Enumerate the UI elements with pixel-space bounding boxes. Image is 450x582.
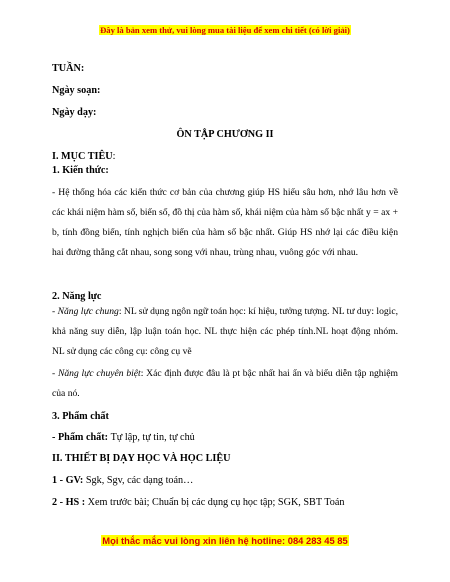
general-competence-paragraph [52,302,398,362]
week-label: TUẦN: [52,63,85,74]
hotline-text: Mọi thắc mắc vui lòng xin liên hệ hotline: 084 283 45 85 [102,535,348,546]
preview-notice-text: Đây là bản xem thử, vui lòng mua tài liệu để xem chi tiết (có lời giải) [100,25,350,35]
general-competence-label: - Năng lực chung [52,306,119,317]
prepared-date-label: Ngày soạn: [52,85,101,96]
student-materials-line [52,496,344,509]
specific-competence-text: : Xác định được đâu là pt bậc nhất hai ẩn và biểu diễn tập nghiệm của nó. [52,368,398,399]
preview-notice-banner [0,25,450,35]
knowledge-heading: 1. Kiến thức: [52,165,109,176]
quality-text: Tự lập, tự tin, tự chủ [110,432,195,443]
quality-label: - Phẩm chất: [52,432,111,443]
student-materials-text: Xem trước bài; Chuẩn bị các dụng cụ học tập; SGK, SBT Toán [85,497,345,508]
general-competence-text: : NL sử dụng ngôn ngữ toán học: kí hiệu, tưởng tượng. NL tư duy: logic, khả năng suy diễn, lập luận toán học. NL thực hiện các phép tính.NL hoạt động nhóm. NL sử dụng các công cụ: công cụ vẽ [52,306,398,357]
teaching-date-label: Ngày dạy: [52,107,97,118]
equipment-heading: II. THIẾT BỊ DẠY HỌC VÀ HỌC LIỆU [52,453,231,464]
objectives-heading [52,150,116,163]
specific-competence-label: - Năng lực chuyên biệt [52,368,141,379]
competence-heading: 2. Năng lực [52,291,102,302]
teacher-label: 1 - GV: [52,475,84,486]
quality-line [52,431,195,444]
knowledge-paragraph: - Hệ thống hóa các kiến thức cơ bản của chương giúp HS hiểu sâu hơn, nhớ lâu hơn về các khái niệm hàm số, biến số, đồ thị của hàm số, khái niệm của hàm số bậc nhất y = ax + b, tính đồng biến, tính nghịch biến của hàm số bậc nhất. Giúp HS nhớ lại các điều kiện hai đường thẳng cắt nhau, song song với nhau, trùng nhau, vuông góc với nhau. [52,187,398,258]
hotline-footer-banner [0,535,450,546]
objectives-heading-colon: : [112,151,116,162]
objectives-heading-text: I. MỤC TIÊU [52,151,113,162]
quality-heading: 3. Phẩm chất [52,411,109,422]
teacher-materials-line [52,474,193,487]
lesson-title: ÔN TẬP CHƯƠNG II [176,129,274,140]
specific-competence-paragraph [52,364,398,404]
teacher-materials-text: Sgk, Sgv, các dạng toán… [83,475,194,486]
student-label: 2 - HS : [52,497,86,508]
